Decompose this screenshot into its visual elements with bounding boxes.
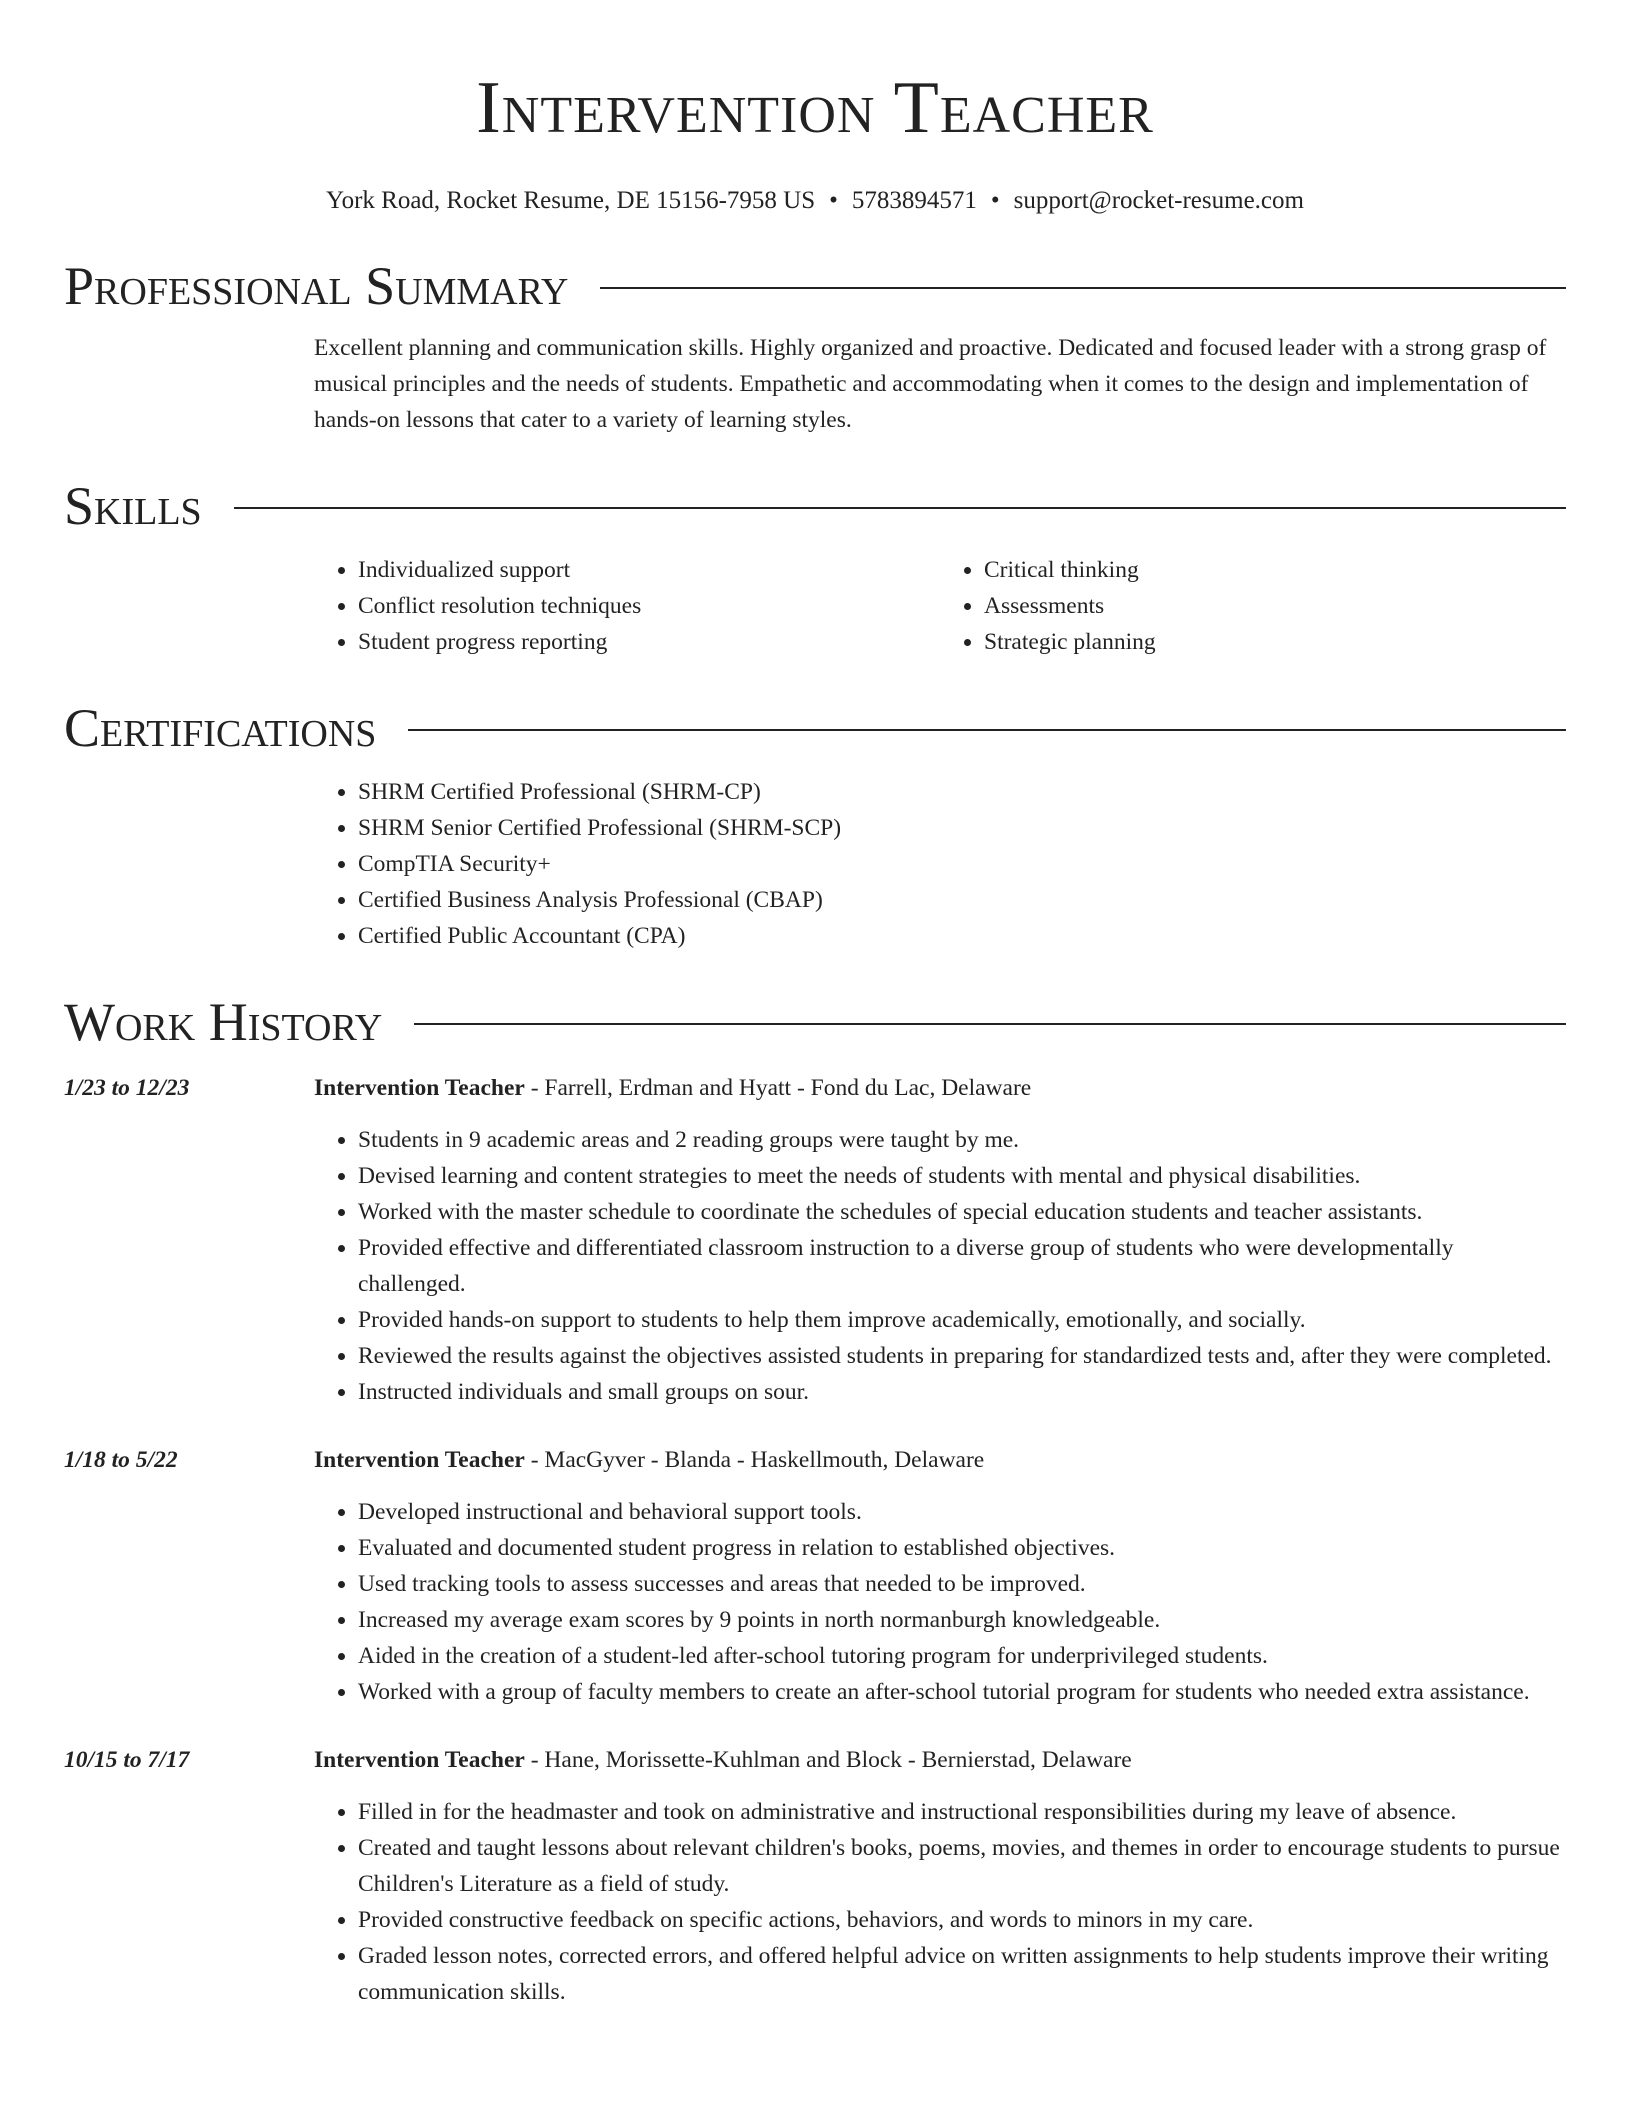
work-history-heading: Work History	[64, 992, 383, 1052]
contact-separator: •	[990, 187, 1000, 214]
job-bullet: • Provided hands-on support to students to help them improve academically, emotionally, and socially.	[358, 1302, 1566, 1338]
job-title-line	[314, 1070, 1566, 1106]
certification-item: • SHRM Senior Certified Professional (SHRM-SCP)	[358, 810, 1566, 846]
job-employer: - Hane, Morissette-Kuhlman and Block - Bernierstad, Delaware	[524, 1747, 1132, 1773]
job-bullet: • Devised learning and content strategies to meet the needs of students with mental and physical disabilities.	[358, 1158, 1566, 1194]
job-title: Intervention Teacher	[314, 1447, 525, 1473]
job-title: Intervention Teacher	[314, 1747, 525, 1773]
job-bullet: • Developed instructional and behavioral support tools.	[358, 1494, 1566, 1530]
job-title-line	[314, 1442, 1566, 1478]
work-history-section-header	[64, 990, 1566, 1054]
section-divider	[234, 507, 1566, 509]
section-divider	[414, 1023, 1566, 1025]
job-title-line	[314, 1742, 1566, 1778]
job-bullet: • Graded lesson notes, corrected errors, and offered helpful advice on written assignments to help students improve their writing communication skills.	[358, 1938, 1566, 2010]
skill-item: • Individualized support	[358, 552, 940, 588]
skills-column-left	[314, 552, 940, 660]
skill-item: • Strategic planning	[984, 624, 1566, 660]
job-entry	[64, 1442, 1566, 1710]
summary-text: Excellent planning and communication skills. Highly organized and proactive. Dedicated and focused leader with a strong grasp of musical principles and the needs of students. Empathetic and accommodating when it comes to the design and implementation of hands-on lessons that cater to a variety of learning styles.	[314, 335, 1547, 433]
certification-item: • Certified Public Accountant (CPA)	[358, 918, 1566, 954]
skill-item: • Assessments	[984, 588, 1566, 624]
job-title: Intervention Teacher	[314, 1075, 525, 1101]
contact-email: support@rocket-resume.com	[1013, 187, 1304, 214]
resume-name: Intervention Teacher	[476, 67, 1154, 149]
skill-item: • Student progress reporting	[358, 624, 940, 660]
job-bullet: • Provided constructive feedback on specific actions, behaviors, and words to minors in my care.	[358, 1902, 1566, 1938]
job-entry	[64, 1070, 1566, 1410]
certification-item: • Certified Business Analysis Professional (CBAP)	[358, 882, 1566, 918]
job-bullet: • Students in 9 academic areas and 2 reading groups were taught by me.	[358, 1122, 1566, 1158]
job-bullet: • Worked with the master schedule to coordinate the schedules of special education students and teacher assistants.	[358, 1194, 1566, 1230]
job-details	[314, 1742, 1566, 2010]
job-bullet: • Reviewed the results against the objectives assisted students in preparing for standardized tests and, after they were completed.	[358, 1338, 1566, 1374]
job-dates: 10/15 to 7/17	[64, 1747, 190, 1773]
certification-item: • SHRM Certified Professional (SHRM-CP)	[358, 774, 1566, 810]
contact-line	[64, 184, 1566, 218]
job-employer: - MacGyver - Blanda - Haskellmouth, Delaware	[524, 1447, 985, 1473]
summary-section-header	[64, 254, 1566, 318]
section-divider	[600, 287, 1566, 289]
contact-phone: 5783894571	[851, 187, 977, 214]
resume-page	[64, 0, 1566, 2010]
job-bullet: • Instructed individuals and small groups on sour.	[358, 1374, 1566, 1410]
job-bullets	[314, 1122, 1566, 1410]
skill-item: • Conflict resolution techniques	[358, 588, 940, 624]
skills-list	[314, 552, 1566, 660]
skills-section-header	[64, 474, 1566, 538]
job-employer: - Farrell, Erdman and Hyatt - Fond du Lac, Delaware	[524, 1075, 1032, 1101]
job-dates: 1/23 to 12/23	[64, 1075, 190, 1101]
certifications-section-header	[64, 696, 1566, 760]
job-bullet: • Aided in the creation of a student-led after-school tutoring program for underprivileged students.	[358, 1638, 1566, 1674]
job-bullet: • Provided effective and differentiated classroom instruction to a diverse group of students who were developmentally challenged.	[358, 1230, 1566, 1302]
job-bullet: • Worked with a group of faculty members to create an after-school tutorial program for students who needed extra assistance.	[358, 1674, 1566, 1710]
contact-address: York Road, Rocket Resume, DE 15156-7958 US	[326, 187, 816, 214]
job-bullet: • Evaluated and documented student progress in relation to established objectives.	[358, 1530, 1566, 1566]
job-bullet: • Created and taught lessons about relevant children's books, poems, movies, and themes in order to encourage students to pursue Children's Literature as a field of study.	[358, 1830, 1566, 1902]
skills-heading: Skills	[64, 476, 202, 536]
skill-item: • Critical thinking	[984, 552, 1566, 588]
job-bullet: • Filled in for the headmaster and took on administrative and instructional responsibilities during my leave of absence.	[358, 1794, 1566, 1830]
work-history-list	[64, 1070, 1566, 2010]
certifications-list	[314, 774, 1566, 954]
job-dates: 1/18 to 5/22	[64, 1447, 178, 1473]
section-divider	[408, 729, 1566, 731]
summary-heading: Professional Summary	[64, 256, 569, 316]
job-entry	[64, 1742, 1566, 2010]
job-bullets	[314, 1494, 1566, 1710]
contact-separator: •	[829, 187, 838, 214]
job-details	[314, 1442, 1566, 1710]
job-bullets	[314, 1794, 1566, 2010]
certifications-heading: Certifications	[64, 698, 377, 758]
certifications-bullets	[314, 774, 1566, 954]
job-details	[314, 1070, 1566, 1410]
job-bullet: • Used tracking tools to assess successes and areas that needed to be improved.	[358, 1566, 1566, 1602]
skills-column-right	[940, 552, 1566, 660]
certification-item: • CompTIA Security+	[358, 846, 1566, 882]
job-bullet: • Increased my average exam scores by 9 points in north normanburgh knowledgeable.	[358, 1602, 1566, 1638]
